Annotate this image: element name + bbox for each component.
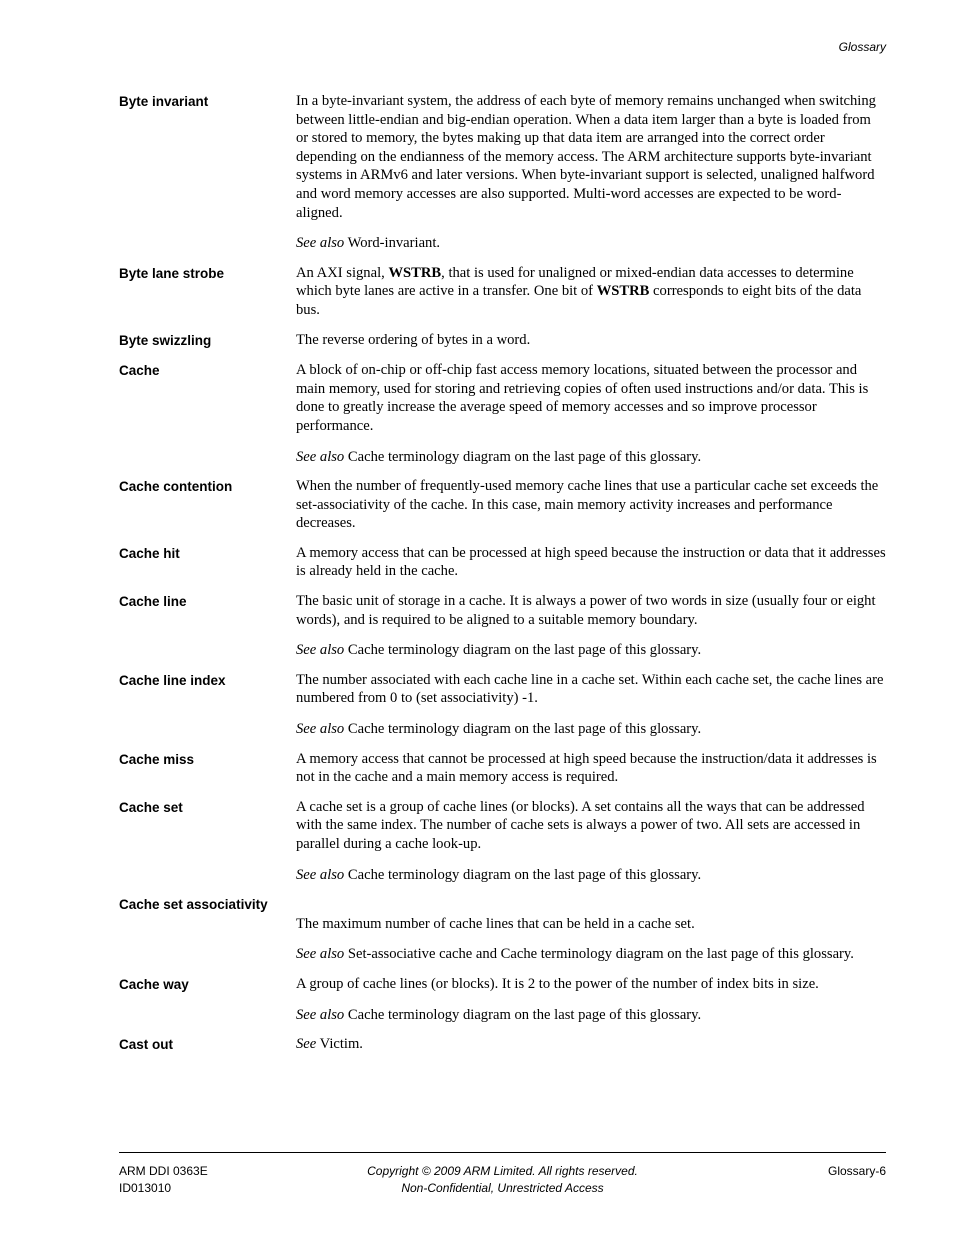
glossary-entry-byte-invariant bbox=[119, 92, 886, 253]
glossary-term: Cast out bbox=[119, 1037, 173, 1053]
glossary-entry-cache-contention bbox=[119, 477, 886, 533]
see-also-reference bbox=[296, 945, 886, 964]
glossary-term: Cache line index bbox=[119, 672, 226, 688]
footer-legal bbox=[119, 1163, 886, 1197]
definition-text: , that is used for unaligned or mixed-endian data accesses to determine which byte lanes are active in a transfer. One bit of bbox=[296, 264, 854, 300]
see-also-reference bbox=[296, 448, 886, 467]
copyright-notice: Copyright © 2009 ARM Limited. All rights reserved. bbox=[367, 1164, 638, 1178]
glossary-term: Cache line bbox=[119, 594, 187, 610]
glossary-term: Cache hit bbox=[119, 545, 180, 561]
glossary-definition: The basic unit of storage in a cache. It is always a power of two words in size (usually four or eight words), and is required to be aligned to a suitable memory boundary. bbox=[296, 593, 876, 628]
see-prefix: See bbox=[296, 1036, 317, 1053]
see-also-target: Cache terminology diagram on the last page of this glossary. bbox=[344, 866, 702, 883]
see-also-target: Cache terminology diagram on the last page of this glossary. bbox=[344, 642, 702, 659]
see-also-prefix: See also bbox=[296, 235, 345, 252]
glossary-definition: The reverse ordering of bytes in a word. bbox=[296, 331, 531, 348]
glossary-term: Byte lane strobe bbox=[119, 265, 225, 281]
glossary-term: Cache miss bbox=[119, 751, 195, 767]
running-header: Glossary bbox=[838, 40, 886, 54]
see-also-reference bbox=[296, 866, 886, 885]
see-also-target: Cache terminology diagram on the last page of this glossary. bbox=[344, 1006, 702, 1023]
glossary-entry-byte-lane-strobe bbox=[119, 264, 886, 320]
glossary-term: Cache set bbox=[119, 799, 183, 815]
see-also-target: Cache terminology diagram on the last page of this glossary. bbox=[344, 448, 702, 465]
see-also-reference bbox=[296, 641, 886, 660]
glossary-definition: When the number of frequently-used memory cache lines that use a particular cache set exceeds the set-associativity of the cache. In this case, main memory activity increases and performance decreases. bbox=[296, 478, 879, 532]
definition-text: An AXI signal, bbox=[296, 264, 389, 281]
see-also-prefix: See also bbox=[296, 448, 345, 465]
glossary-term: Cache contention bbox=[119, 479, 233, 495]
document-number: ARM DDI 0363E bbox=[119, 1164, 208, 1178]
see-also-target: Cache terminology diagram on the last page of this glossary. bbox=[344, 721, 702, 738]
glossary-definition: A block of on-chip or off-chip fast access memory locations, situated between the processor and main memory, used for storing and retrieving copies of often used instructions and/or data. This is done to greatly increase the average speed of memory accesses and so improve processor performance. bbox=[296, 362, 869, 434]
glossary-definition: The maximum number of cache lines that can be held in a cache set. bbox=[296, 915, 695, 932]
access-notice: Non-Confidential, Unrestricted Access bbox=[401, 1181, 604, 1195]
glossary-entry-cache-line-index bbox=[119, 671, 886, 739]
glossary-definition: The number associated with each cache line in a cache set. Within each cache set, the cache lines are numbered from 0 to (set associativity) -1. bbox=[296, 671, 884, 707]
see-reference bbox=[296, 1035, 886, 1054]
footer-divider bbox=[119, 1152, 886, 1153]
glossary-term: Cache bbox=[119, 363, 160, 379]
glossary-entry-cache-way bbox=[119, 975, 886, 1024]
glossary-term: Cache set associativity bbox=[119, 897, 268, 913]
glossary-definition: In a byte-invariant system, the address of each byte of memory remains unchanged when switching between little-endian and big-endian operation. When a data item larger than a byte is loaded from or stored to memory, the bytes making up that data item are arranged into the correct order depending on the endianness of the memory access. The ARM architecture supports byte-invariant systems in ARMv6 and later versions. When byte-invariant support is selected, unaligned halfword and word memory accesses are also supported. Multi-word accesses are expected to be word-aligned. bbox=[296, 93, 876, 221]
glossary-entry-cache-miss bbox=[119, 750, 886, 787]
glossary-definition bbox=[296, 264, 886, 320]
glossary-term: Cache way bbox=[119, 976, 189, 992]
signal-name: WSTRB bbox=[596, 283, 650, 300]
glossary-definition: A memory access that cannot be processed at high speed because the instruction/data it addresses is not in the cache and a main memory access is required. bbox=[296, 750, 877, 786]
see-also-prefix: See also bbox=[296, 1006, 345, 1023]
glossary-term: Byte invariant bbox=[119, 94, 209, 109]
see-also-reference bbox=[296, 234, 886, 253]
signal-name: WSTRB bbox=[388, 264, 442, 281]
glossary-entry-cache-set bbox=[119, 798, 886, 884]
see-also-reference bbox=[296, 1006, 886, 1025]
see-also-target: Set-associative cache and Cache terminology diagram on the last page of this glossary. bbox=[344, 946, 854, 963]
glossary-entry-byte-swizzling bbox=[119, 331, 886, 351]
see-also-prefix: See also bbox=[296, 946, 345, 963]
definition-text: corresponds to eight bits of the data bus. bbox=[296, 283, 862, 318]
glossary-definition: A cache set is a group of cache lines (or blocks). A set contains all the ways that can be addressed with the same index. The number of cache sets is always a power of two. All sets are accessed in parallel during a cache look-up. bbox=[296, 798, 865, 852]
glossary-entry-cache-set-associativity bbox=[119, 895, 886, 964]
see-also-reference bbox=[296, 720, 886, 739]
see-also-prefix: See also bbox=[296, 721, 345, 738]
see-also-prefix: See also bbox=[296, 866, 345, 883]
glossary-definition: A memory access that can be processed at high speed because the instruction or data that it addresses is already held in the cache. bbox=[296, 544, 886, 580]
see-also-target: Word-invariant. bbox=[344, 235, 441, 252]
glossary-entry-cache-hit bbox=[119, 544, 886, 581]
glossary-entry-cache-line bbox=[119, 592, 886, 660]
glossary-entry-cache bbox=[119, 361, 886, 466]
see-also-prefix: See also bbox=[296, 642, 345, 659]
page-number: Glossary-6 bbox=[827, 1164, 886, 1178]
glossary-definition: A group of cache lines (or blocks). It is 2 to the power of the number of index bits in size. bbox=[296, 975, 819, 992]
issue-id: ID013010 bbox=[119, 1181, 172, 1195]
glossary-term: Byte swizzling bbox=[119, 332, 212, 348]
glossary-entry-cast-out bbox=[119, 1035, 886, 1055]
glossary-list bbox=[119, 92, 886, 1066]
see-target: Victim. bbox=[316, 1036, 363, 1053]
